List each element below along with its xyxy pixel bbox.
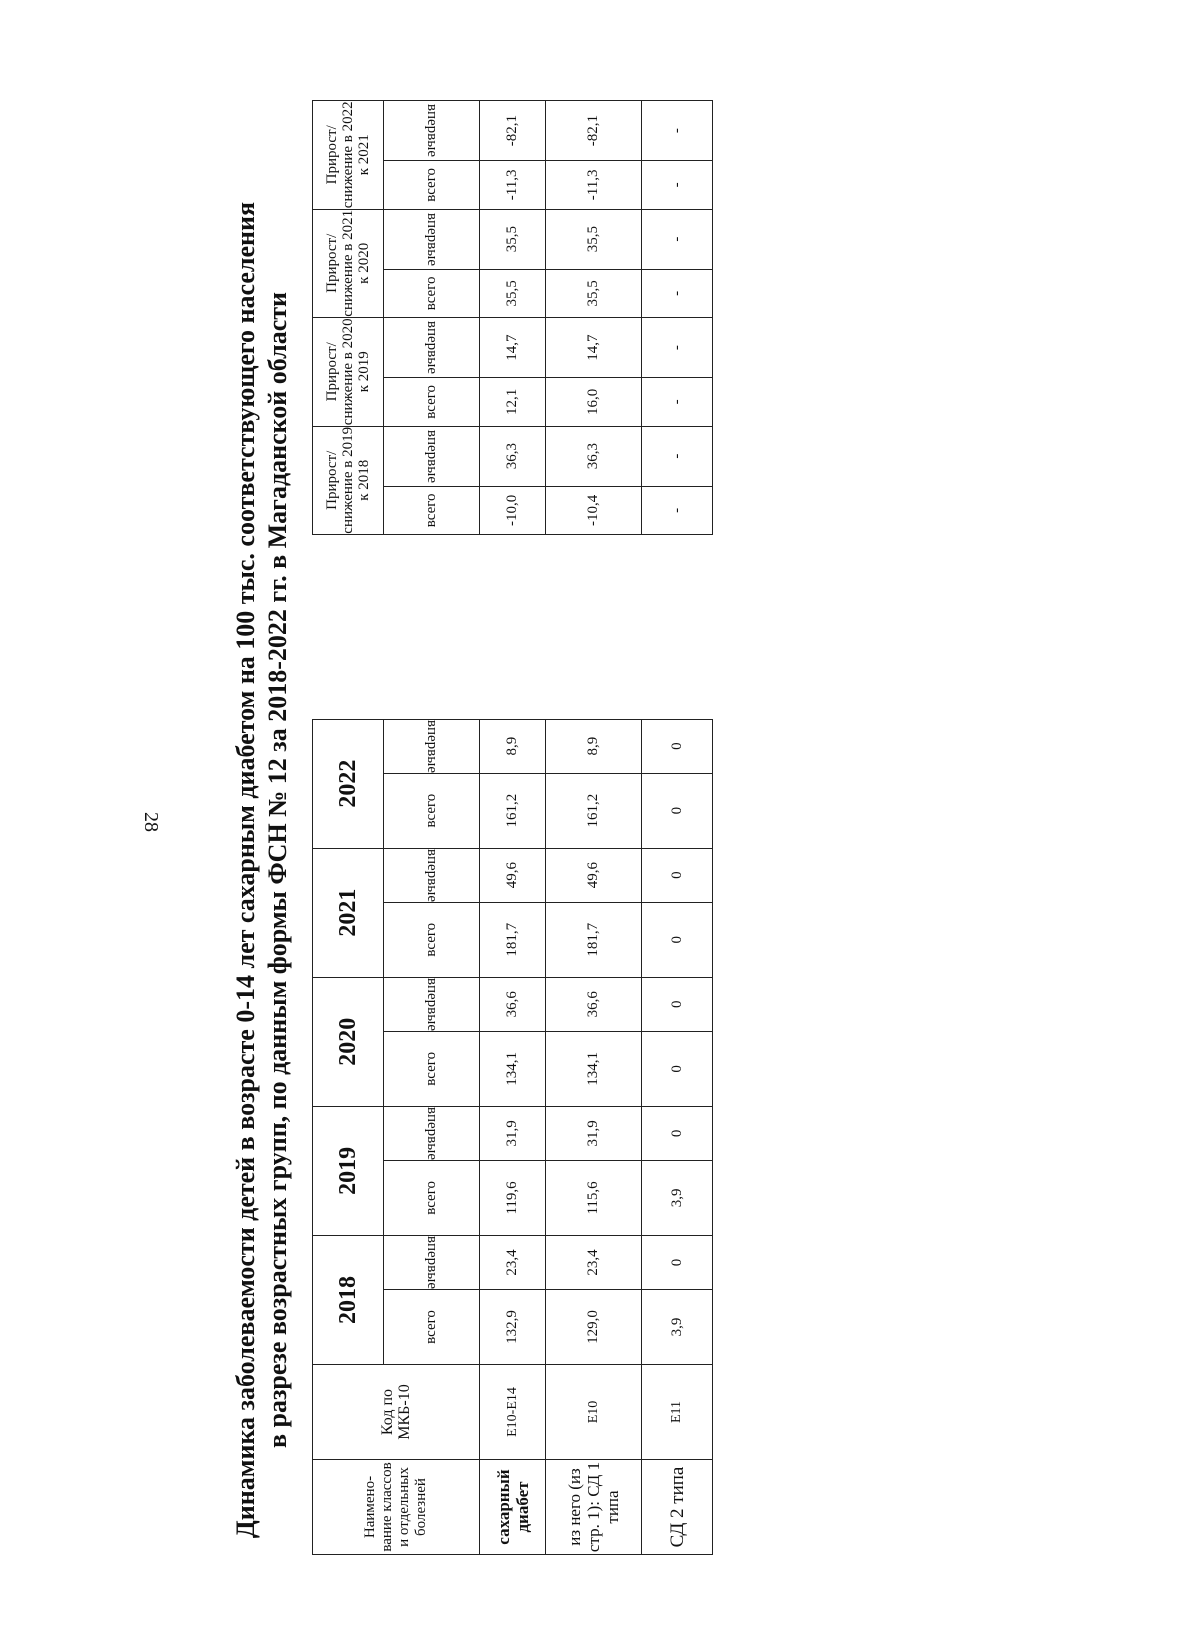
cell-value: -82,1 (546, 101, 642, 161)
cell-value: - (642, 269, 713, 317)
cell-value: -11,3 (546, 161, 642, 209)
cell-value: 181,7 (480, 902, 546, 977)
cell-value: - (642, 486, 713, 534)
cell-value: 36,3 (546, 426, 642, 486)
cell-value: - (642, 101, 713, 161)
cell-value: 14,7 (546, 318, 642, 378)
cell-value: 12,1 (480, 378, 546, 426)
cell-value: 115,6 (546, 1160, 642, 1235)
header-growth-period: Прирост/ снижение в 2020 к 2019 (313, 318, 384, 426)
subheader-total: всего (384, 773, 480, 848)
row-disease-name: СД 2 типа (642, 1460, 713, 1555)
incidence-table (312, 719, 713, 1555)
subheader-first-time: впервые (384, 848, 480, 902)
cell-value: 0 (642, 773, 713, 848)
cell-value: -11,3 (480, 161, 546, 209)
subheader-total: всего (384, 902, 480, 977)
cell-value: 31,9 (480, 1106, 546, 1160)
cell-value: 16,0 (546, 378, 642, 426)
cell-value: 134,1 (480, 1031, 546, 1106)
cell-value: 161,2 (546, 773, 642, 848)
header-year: 2018 (313, 1235, 384, 1364)
page-number: 28 (140, 812, 162, 832)
growth-table (312, 100, 713, 535)
header-growth-period: Прирост/ снижение в 2019 к 2018 (313, 426, 384, 534)
table-row (480, 101, 546, 535)
header-icd-code: Код по МКБ-10 (313, 1365, 480, 1460)
subheader-first-time: впервые (384, 719, 480, 773)
cell-value: 132,9 (480, 1290, 546, 1365)
subheader-total: всего (384, 1031, 480, 1106)
cell-value: 8,9 (546, 719, 642, 773)
subheader-total: всего (384, 1160, 480, 1235)
table-row (642, 101, 713, 535)
cell-value: 0 (642, 1235, 713, 1289)
subheader-first-time: впервые (384, 977, 480, 1031)
cell-value: -10,4 (546, 486, 642, 534)
subheader-first-time: впервые (384, 318, 480, 378)
subheader-first-time: впервые (384, 1235, 480, 1289)
cell-value: 0 (642, 719, 713, 773)
subheader-total: всего (384, 161, 480, 209)
header-growth-period: Прирост/ снижение в 2021 к 2020 (313, 209, 384, 317)
subheader-total: всего (384, 486, 480, 534)
cell-value: 0 (642, 848, 713, 902)
cell-value: 35,5 (546, 209, 642, 269)
header-year: 2021 (313, 848, 384, 977)
subheader-total: всего (384, 1290, 480, 1365)
title-line-2: в разрезе возрастных групп, по данным формы ФСН № 12 за 2018-2022 гг. в Магаданской области (263, 292, 292, 1449)
cell-value: 0 (642, 1106, 713, 1160)
cell-value: -10,0 (480, 486, 546, 534)
cell-value: 23,4 (546, 1235, 642, 1289)
cell-value: 23,4 (480, 1235, 546, 1289)
cell-value: 134,1 (546, 1031, 642, 1106)
cell-value: 3,9 (642, 1160, 713, 1235)
cell-value: 36,6 (546, 977, 642, 1031)
rotated-page-content (230, 100, 990, 1600)
cell-value: 35,5 (480, 209, 546, 269)
table-row (480, 719, 546, 1554)
header-year: 2019 (313, 1106, 384, 1235)
cell-value: - (642, 209, 713, 269)
header-year: 2020 (313, 977, 384, 1106)
document-title (230, 140, 294, 1600)
subheader-total: всего (384, 269, 480, 317)
cell-value: 161,2 (480, 773, 546, 848)
subheader-first-time: впервые (384, 209, 480, 269)
cell-value: 129,0 (546, 1290, 642, 1365)
cell-value: 0 (642, 1031, 713, 1106)
header-disease-name: Наимено-вание классов и отдельных болезней (313, 1460, 480, 1555)
cell-value: 181,7 (546, 902, 642, 977)
subheader-total: всего (384, 378, 480, 426)
cell-value: 36,3 (480, 426, 546, 486)
row-icd-code: Е10 (546, 1365, 642, 1460)
cell-value: - (642, 161, 713, 209)
cell-value: - (642, 426, 713, 486)
table-row (546, 719, 642, 1554)
cell-value: 36,6 (480, 977, 546, 1031)
cell-value: 8,9 (480, 719, 546, 773)
cell-value: 35,5 (480, 269, 546, 317)
cell-value: 31,9 (546, 1106, 642, 1160)
row-disease-name: сахарный диабет (480, 1460, 546, 1555)
cell-value: 3,9 (642, 1290, 713, 1365)
row-disease-name: из него (из стр. 1): СД 1 типа (546, 1460, 642, 1555)
incidence-table-wrapper (312, 719, 713, 1555)
row-icd-code: Е11 (642, 1365, 713, 1460)
cell-value: -82,1 (480, 101, 546, 161)
subheader-first-time: впервые (384, 101, 480, 161)
header-growth-period: Прирост/ снижение в 2022 к 2021 (313, 101, 384, 210)
cell-value: 49,6 (480, 848, 546, 902)
header-year: 2022 (313, 719, 384, 848)
subheader-first-time: впервые (384, 1106, 480, 1160)
table-row (546, 101, 642, 535)
cell-value: 0 (642, 977, 713, 1031)
cell-value: - (642, 378, 713, 426)
cell-value: 0 (642, 902, 713, 977)
title-line-1: Динамика заболеваемости детей в возрасте 0-14 лет сахарным диабетом на 100 тыс. соответствующего населения (231, 201, 260, 1539)
row-icd-code: Е10-Е14 (480, 1365, 546, 1460)
cell-value: 49,6 (546, 848, 642, 902)
growth-table-wrapper (312, 100, 713, 535)
cell-value: 35,5 (546, 269, 642, 317)
table-row (642, 719, 713, 1554)
cell-value: 14,7 (480, 318, 546, 378)
cell-value: 119,6 (480, 1160, 546, 1235)
cell-value: - (642, 318, 713, 378)
subheader-first-time: впервые (384, 426, 480, 486)
